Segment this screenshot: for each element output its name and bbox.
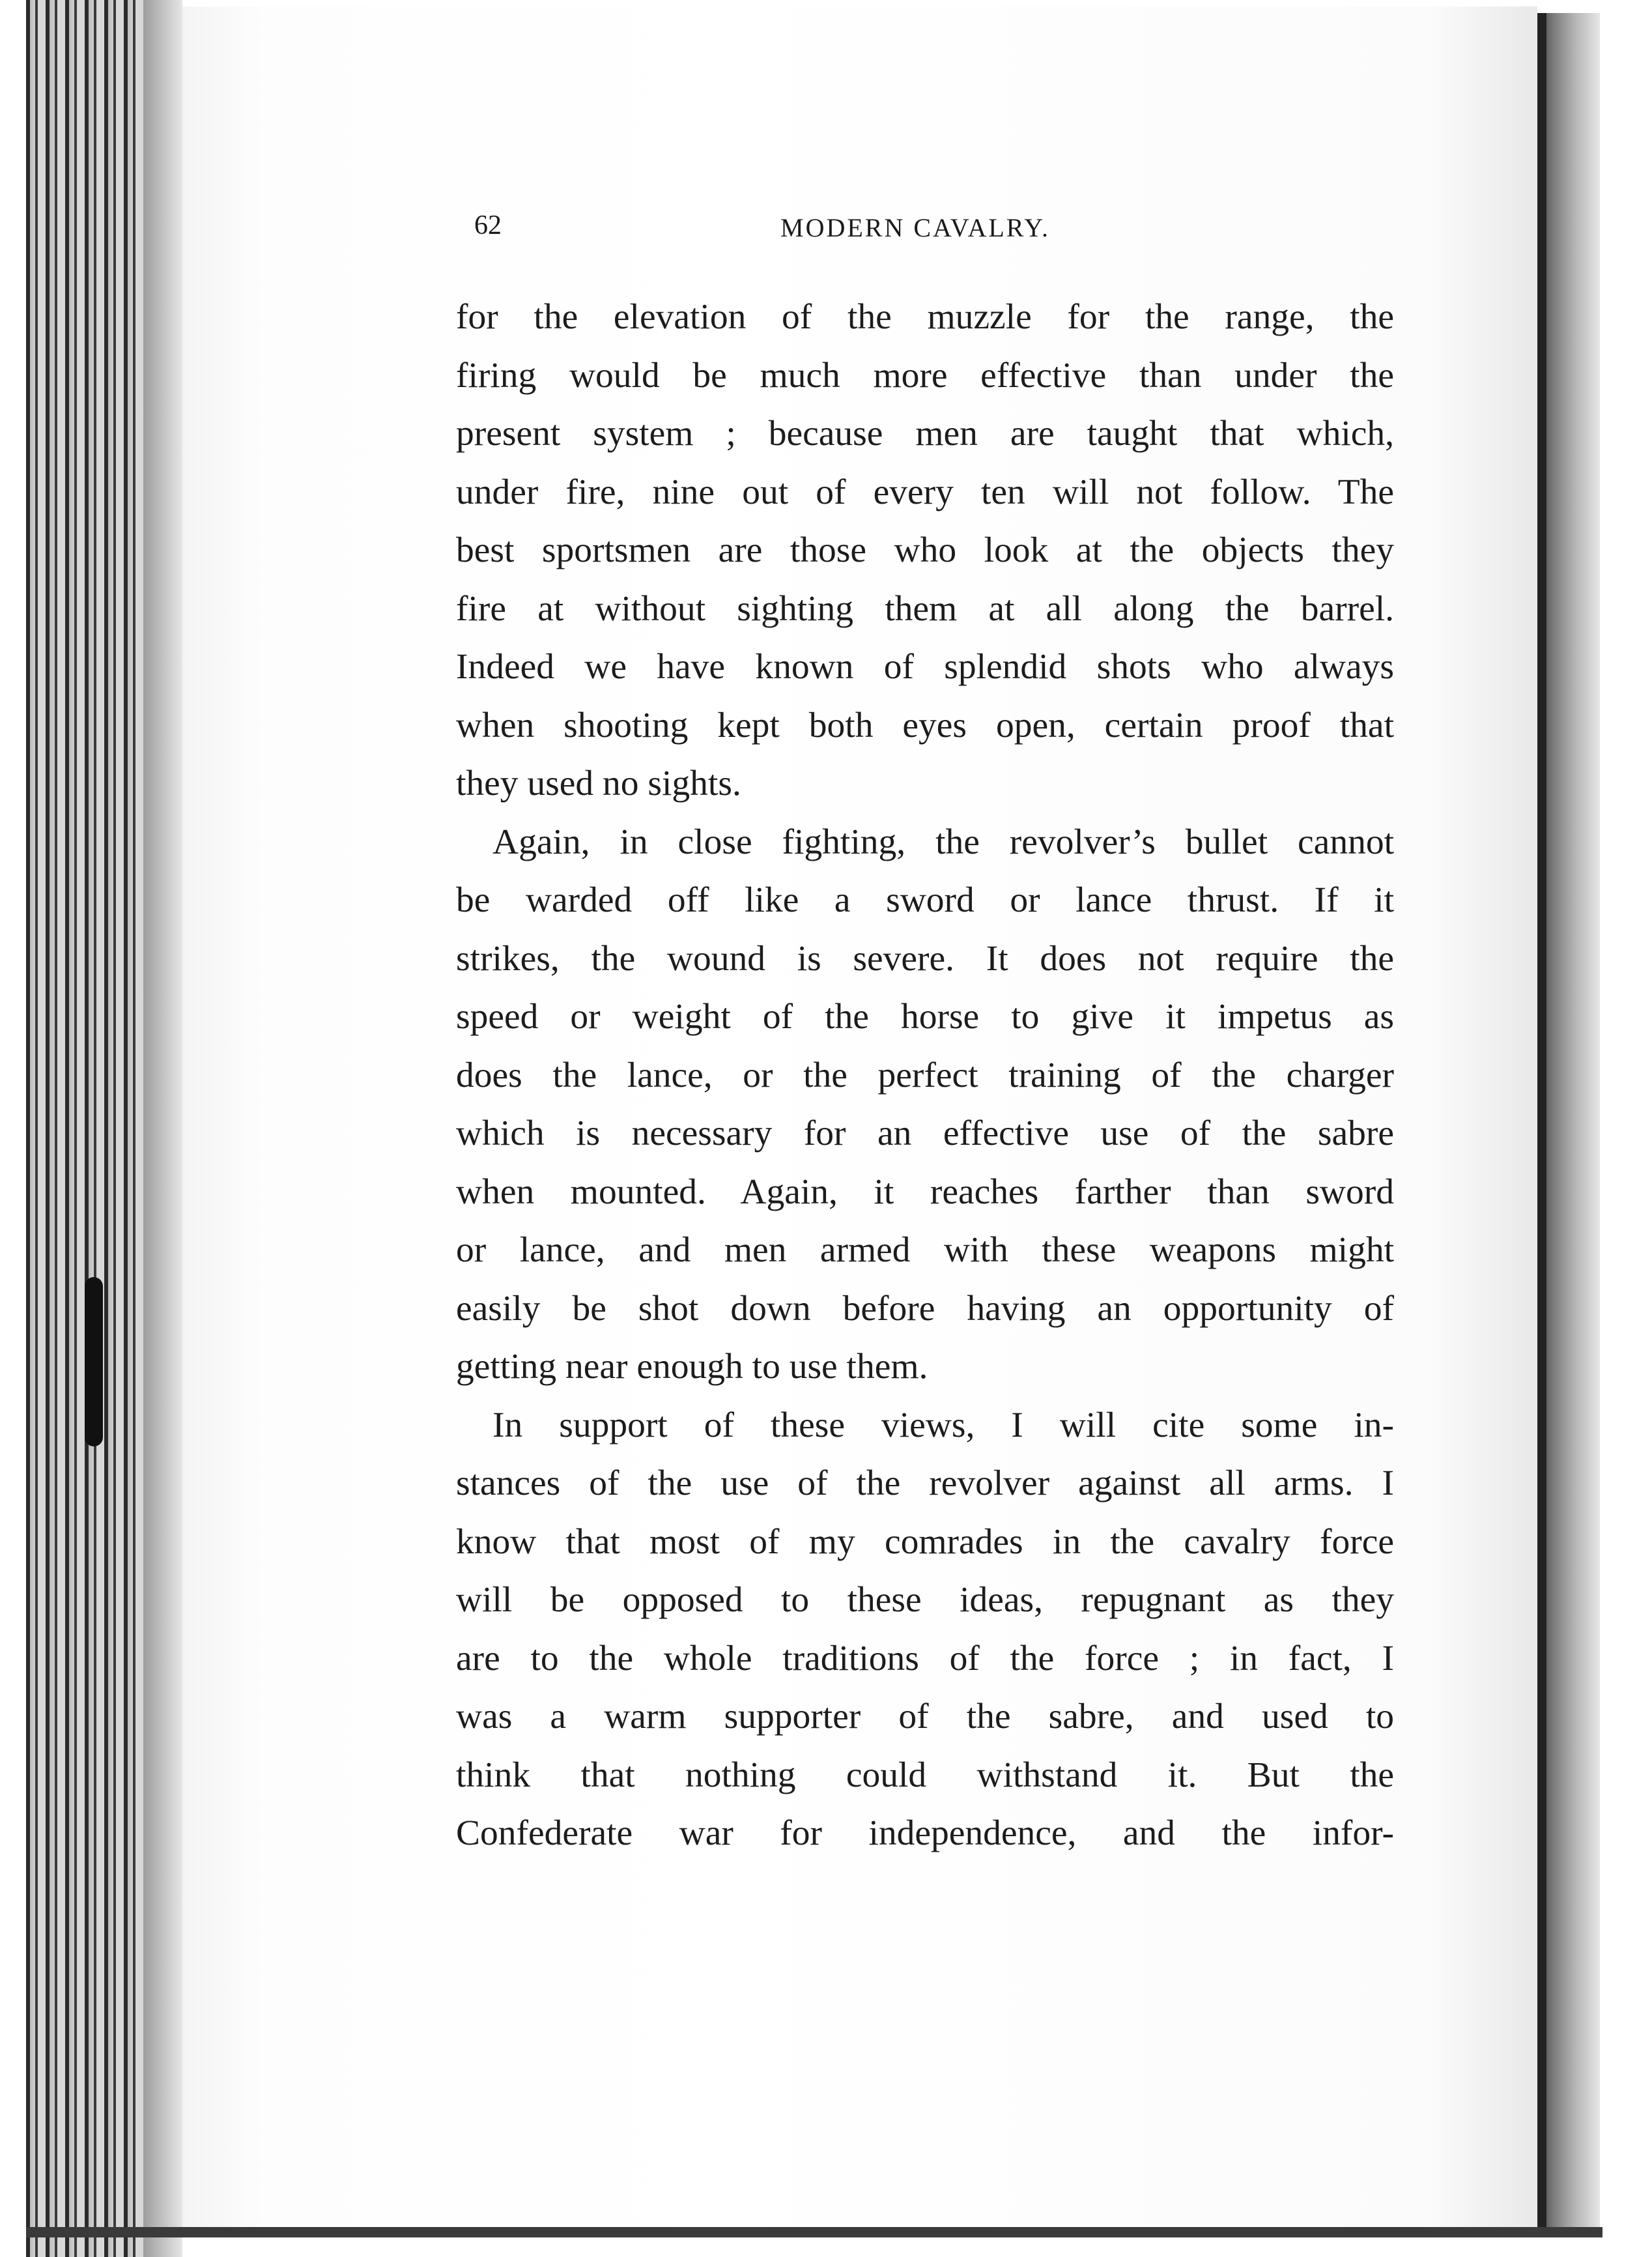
text-line: strikes, the wound is severe. It does not require the xyxy=(456,938,1394,979)
text-line: In support of these views, I will cite some in- xyxy=(492,1405,1394,1445)
text-line: easily be shot down before having an opportunity of xyxy=(456,1288,1394,1329)
text-line: Indeed we have known of splendid shots who always xyxy=(456,647,1394,687)
page-header xyxy=(474,210,1394,255)
text-line: Confederate war for independence, and the infor- xyxy=(456,1813,1394,1853)
body-text xyxy=(456,288,1394,1863)
text-line: fire at without sighting them at all along the barrel. xyxy=(456,588,1394,629)
page-number: 62 xyxy=(474,210,502,240)
running-head: MODERN CAVALRY. xyxy=(780,213,1051,242)
text-line: getting near enough to use them. xyxy=(456,1347,928,1387)
text-line: stances of the use of the revolver against all arms. I xyxy=(456,1463,1394,1503)
text-line: will be opposed to these ideas, repugnant as they xyxy=(456,1580,1394,1620)
text-line: Again, in close fighting, the revolver’s bullet cannot xyxy=(492,822,1394,862)
paragraph xyxy=(456,1396,1394,1863)
text-line: or lance, and men armed with these weapons might xyxy=(456,1230,1394,1270)
binding-shadow xyxy=(85,1277,103,1446)
text-line: think that nothing could withstand it. But the xyxy=(456,1755,1394,1795)
text-line: know that most of my comrades in the cavalry force xyxy=(456,1521,1394,1562)
text-line: speed or weight of the horse to give it impetus as xyxy=(456,997,1394,1037)
text-line: which is necessary for an effective use of the sabre xyxy=(456,1114,1394,1153)
paragraph xyxy=(456,813,1394,1396)
text-line: was a warm supporter of the sabre, and used to xyxy=(456,1697,1394,1736)
right-page-edge xyxy=(1537,13,1600,2228)
text-line: when mounted. Again, it reaches farther than sword xyxy=(456,1172,1394,1212)
text-line: are to the whole traditions of the force ; in fact, I xyxy=(456,1638,1394,1678)
text-line: firing would be much more effective than under the xyxy=(456,355,1394,395)
text-line: they used no sights. xyxy=(456,764,741,803)
text-line: be warded off like a sword or lance thrust. If it xyxy=(456,880,1394,920)
paragraph xyxy=(456,288,1394,813)
text-line: for the elevation of the muzzle for the range, the xyxy=(456,297,1394,337)
text-line: best sportsmen are those who look at the objects they xyxy=(456,530,1394,570)
bottom-page-edge xyxy=(26,2227,1602,2237)
text-line: under fire, nine out of every ten will not follow. The xyxy=(456,472,1394,512)
bound-page-edges xyxy=(26,0,182,2257)
text-line: when shooting kept both eyes open, certain proof that xyxy=(456,705,1394,745)
text-line: does the lance, or the perfect training of the charger xyxy=(456,1055,1394,1095)
text-line: present system ; because men are taught that which, xyxy=(456,414,1394,453)
